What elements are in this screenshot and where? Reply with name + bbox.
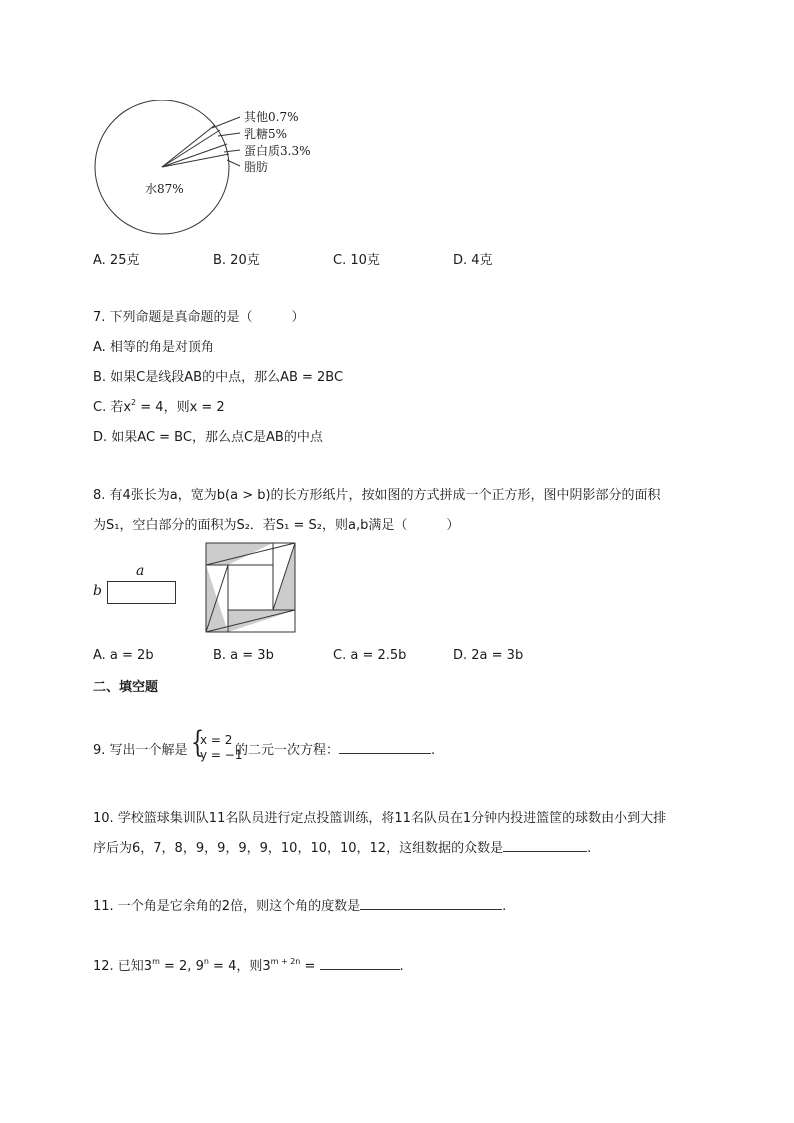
q9-answer-blank[interactable] xyxy=(339,740,431,754)
small-rectangle xyxy=(107,581,176,604)
q11-answer-blank[interactable] xyxy=(360,896,502,910)
q12-sup3: m + 2n xyxy=(270,957,301,966)
q9-post-text: 的二元一次方程： xyxy=(235,743,340,758)
q12-sup2: n xyxy=(203,957,209,966)
pie-label-fat: 脂肪 xyxy=(244,160,269,174)
q8-option-a: A. a = 2b xyxy=(93,648,154,663)
q8-option-c: C. a = 2.5b xyxy=(333,648,407,663)
q12-pre: 12. 已知3 xyxy=(93,959,153,974)
pie-label-water: 水87% xyxy=(145,182,184,196)
q9-post xyxy=(235,739,435,758)
q7-option-d: D. 如果AC = BC，那么点C是AB的中点 xyxy=(93,430,323,445)
q7-option-a: A. 相等的角是对顶角 xyxy=(93,340,214,355)
q7-option-c xyxy=(93,396,225,415)
q11-text: 11. 一个角是它余角的2倍，则这个角的度数是 xyxy=(93,899,361,914)
q8-stem-line1: 8. 有4张长为a，宽为b(a > b)的长方形纸片，按如图的方式拼成一个正方形，图中阴影部分的面积 xyxy=(93,488,661,503)
q12-post: = xyxy=(300,959,320,974)
inner-square xyxy=(228,565,273,610)
q7-stem: 7. 下列命题是真命题的是（ ） xyxy=(93,310,305,325)
q9-pre: 9. 写出一个解是 xyxy=(93,743,188,758)
rect-label-b: b xyxy=(93,583,102,599)
q11-end: . xyxy=(502,899,507,914)
q12 xyxy=(93,955,404,974)
section-title: 二、填空题 xyxy=(93,680,159,695)
leader-lactose xyxy=(218,133,240,136)
q6-option-b: B. 20克 xyxy=(213,253,260,268)
q9-eq2: y = −1 xyxy=(200,748,243,762)
q7-option-c-pre: C. 若x xyxy=(93,400,132,415)
q10-end: . xyxy=(587,841,592,856)
q10-answer-blank[interactable] xyxy=(503,838,587,852)
q7-option-b: B. 如果C是线段AB的中点，那么AB = 2BC xyxy=(93,370,344,385)
q12-sup1: m xyxy=(152,957,160,966)
q9-end: . xyxy=(431,743,436,758)
square-figure xyxy=(205,542,297,634)
q9-eq1: x = 2 xyxy=(200,733,233,747)
q12-mid: = 2, 9 xyxy=(159,959,204,974)
q8-stem-line2: 为S₁，空白部分的面积为S₂．若S₁ = S₂，则a,b满足（ ） xyxy=(93,518,460,533)
rect-label-a: a xyxy=(136,563,145,579)
q8-option-b: B. a = 3b xyxy=(213,648,274,663)
q9-brace: { xyxy=(190,725,205,760)
pie-label-protein: 蛋白质3.3% xyxy=(244,144,311,158)
q6-option-c: C. 10克 xyxy=(333,253,380,268)
q12-end: . xyxy=(399,959,404,974)
q10-line2 xyxy=(93,837,591,856)
q7-option-c-post: = 4，则x = 2 xyxy=(136,400,225,415)
q7-option-c-sup: 2 xyxy=(131,398,137,407)
pie-label-other: 其他0.7% xyxy=(244,110,299,124)
q11 xyxy=(93,895,506,914)
q6-option-d: D. 4克 xyxy=(453,253,493,268)
leader-other xyxy=(212,117,240,128)
q12-answer-blank[interactable] xyxy=(320,956,400,970)
q10-line2-text: 序后为6，7，8，9，9，9，9，10，10，10，12，这组数据的众数是 xyxy=(93,841,504,856)
q12-mid2: = 4，则3 xyxy=(208,959,271,974)
pie-label-lactose: 乳糖5% xyxy=(244,127,288,141)
q6-option-a: A. 25克 xyxy=(93,253,140,268)
q8-option-d: D. 2a = 3b xyxy=(453,648,524,663)
q10-line1: 10. 学校篮球集训队11名队员进行定点投篮训练，将11名队员在1分钟内投进篮筐的球数由小到大排 xyxy=(93,811,667,826)
